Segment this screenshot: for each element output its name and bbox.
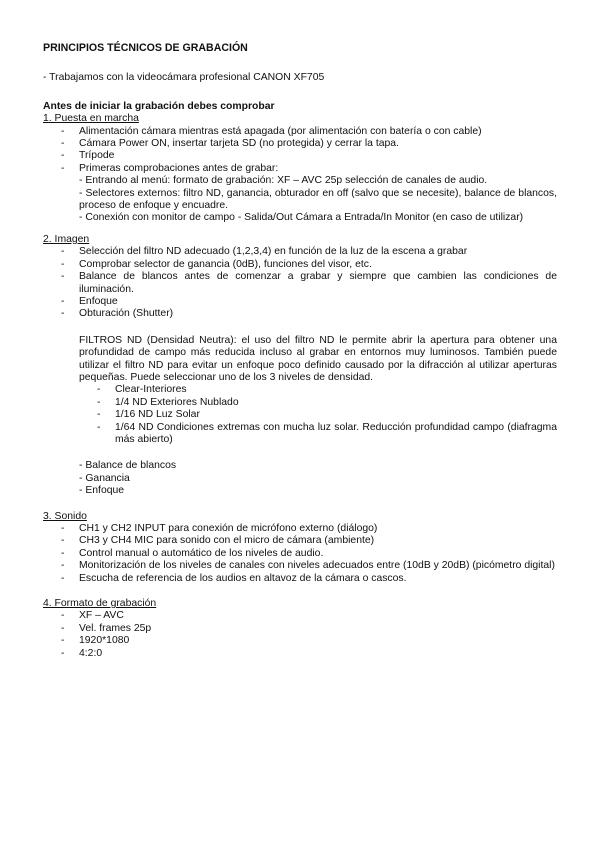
extra-item: - Ganancia xyxy=(79,472,130,484)
section-imagen xyxy=(43,234,557,498)
nd-levels-list xyxy=(43,384,557,446)
section-title: 3. Sonido xyxy=(43,510,87,522)
list-item: - Trípode xyxy=(43,150,557,162)
document-page xyxy=(43,42,557,668)
list-item: - CH1 y CH2 INPUT para conexión de micrófono externo (diálogo) xyxy=(43,523,557,535)
list-item: - Comprobar selector de ganancia (0dB), funciones del visor, etc. xyxy=(43,259,557,271)
section-formato-grabacion xyxy=(43,598,557,660)
bullet-list xyxy=(43,610,557,660)
section-title: 2. Imagen xyxy=(43,233,90,245)
list-item: - Primeras comprobaciones antes de grabar: xyxy=(43,163,557,175)
extra-item: - Balance de blancos xyxy=(79,460,177,472)
nd-filter-paragraph: FILTROS ND (Densidad Neutra): el uso del filtro ND le permite abrir la apertura para obtener una profundidad de campo más reducida incluso al grabar en entornos muy luminosos. También puede utilizar el filtro ND para evitar un enfoque poco definido causado por la difracción al utilizar aperturas pequeñas. Puede seleccionar uno de los 3 niveles de densidad. xyxy=(79,334,557,383)
list-item: - Vel. frames 25p xyxy=(43,623,557,635)
nd-level-item: - 1/64 ND Condiciones extremas con mucha luz solar. Reducción profundidad campo (diafragma más abierto) xyxy=(43,422,557,447)
extra-list xyxy=(43,460,557,497)
document-title: PRINCIPIOS TÉCNICOS DE GRABACIÓN xyxy=(43,42,248,54)
section-puesta-en-marcha xyxy=(43,113,557,225)
checklist-heading: Antes de iniciar la grabación debes comprobar xyxy=(43,100,275,112)
list-item: - Alimentación cámara mientras está apagada (por alimentación con batería o con cable) xyxy=(43,126,557,138)
sub-item: - Conexión con monitor de campo - Salida/Out Cámara a Entrada/In Monitor (en caso de utilizar) xyxy=(79,212,524,224)
list-item: - CH3 y CH4 MIC para sonido con el micro de cámara (ambiente) xyxy=(43,535,557,547)
section-sonido xyxy=(43,511,557,585)
list-item: - 1920*1080 xyxy=(43,635,557,647)
sub-item: - Entrando al menú: formato de grabación: XF – AVC 25p selección de canales de audio. xyxy=(79,175,488,187)
nd-level-item: - 1/16 ND Luz Solar xyxy=(43,409,557,421)
list-item: - Cámara Power ON, insertar tarjeta SD (no protegida) y cerrar la tapa. xyxy=(43,138,557,150)
nd-level-item: - Clear-Interiores xyxy=(43,384,557,396)
extra-item: - Enfoque xyxy=(79,485,125,497)
sub-item: - Selectores externos: filtro ND, ganancia, obturador en off (salvo que se necesite), balance de blancos, proceso de enfoque y encuadre. xyxy=(79,187,557,212)
bullet-list xyxy=(43,126,557,176)
intro-line: - Trabajamos con la videocámara profesional CANON XF705 xyxy=(43,72,325,84)
bullet-list xyxy=(43,523,557,585)
list-item: - Monitorización de los niveles de canales con niveles adecuados entre (10dB y 20dB) (picómetro digital) xyxy=(43,560,557,572)
list-item: - Obturación (Shutter) xyxy=(43,308,557,320)
list-item: - Balance de blancos antes de comenzar a grabar y siempre que cambien las condiciones de iluminación. xyxy=(43,271,557,296)
list-item: - Escucha de referencia de los audios en altavoz de la cámara o cascos. xyxy=(43,573,557,585)
section-title: 4. Formato de grabación xyxy=(43,598,157,610)
nd-level-item: - 1/4 ND Exteriores Nublado xyxy=(43,397,557,409)
list-item: - Control manual o automático de los niveles de audio. xyxy=(43,548,557,560)
section-title: 1. Puesta en marcha xyxy=(43,113,139,125)
bullet-list xyxy=(43,246,557,320)
list-item: - Selección del filtro ND adecuado (1,2,3,4) en función de la luz de la escena a grabar xyxy=(43,246,557,258)
list-item: - 4:2:0 xyxy=(43,648,557,660)
list-item: - XF – AVC xyxy=(43,610,557,622)
list-item: - Enfoque xyxy=(43,296,557,308)
